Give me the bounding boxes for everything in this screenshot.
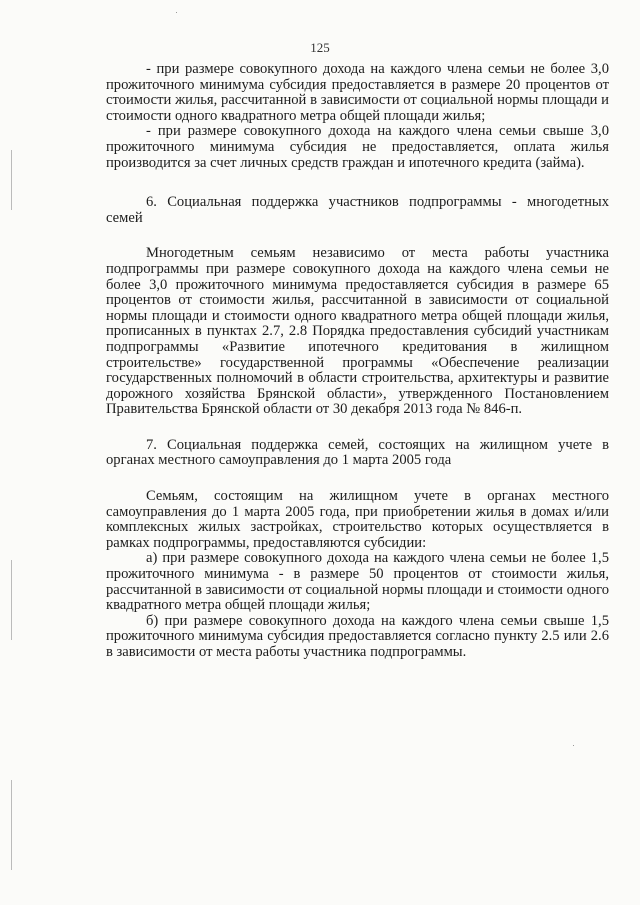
paragraph-income-over-3: - при размере совокупного дохода на каждого члена семьи свыше 3,0 прожиточного минимума субсидия не предоставляется, оплата жилья производится за счет личных средств граждан и ипотечного кредита (займа). [106, 123, 609, 171]
spacer [106, 226, 609, 246]
section-heading-7: 7. Социальная поддержка семей, состоящих на жилищном учете в органах местного самоуправления до 1 марта 2005 года [106, 436, 609, 469]
paragraph-subsidy-a: а) при размере совокупного дохода на каждого члена семьи не более 1,5 прожиточного минимума - в размере 50 процентов от стоимости жилья, рассчитанной в зависимости от социальной нормы площади и стоимости одного квадратного метра общей площади жилья; [106, 550, 609, 614]
paragraph-housing-registry-families: Семьям, состоящим на жилищном учете в органах местного самоуправления до 1 марта 2005 года, при приобретении жилья в домах и/или комплексных жилых застройках, строительство которых осуществляется в рамках подпрограммы, предоставляются субсидии: [106, 488, 609, 551]
paragraph-large-families: Многодетным семьям независимо от места работы участника подпрограммы при размере совокупного дохода на каждого члена семьи не более 3,0 прожиточного минимума предоставляется субсидия в размере 65 процентов от стоимости жилья, рассчитанной в зависимости от социальной нормы площади и стоимости одного квадратного метра общей площади жилья, прописанных в пунктах 2.7, 2.8 Порядка предоставления субсидий участникам подпрограммы «Развитие ипотечного кредитования в жилищном строительстве» государственной программы «Обеспечение реализации государственных полномочий в области строительства, архитектуры и развитие дорожного хозяйства Брянской области», утвержденного Постановлением Правительства Брянской области от 30 декабря 2013 года № 846-п. [106, 245, 609, 418]
scan-edge-mark [11, 560, 12, 640]
scan-speck [176, 12, 177, 13]
document-body [106, 62, 609, 661]
page-number: 125 [310, 40, 330, 55]
spacer [106, 418, 609, 438]
scan-edge-mark [11, 780, 12, 870]
spacer [106, 469, 609, 489]
paragraph-subsidy-b: б) при размере совокупного дохода на каждого члена семьи свыше 1,5 прожиточного минимума субсидия предоставляется согласно пункту 2.5 или 2.6 в зависимости от места работы участника подпрограммы. [106, 612, 609, 660]
paragraph-income-up-to-3: - при размере совокупного дохода на каждого члена семьи не более 3,0 прожиточного минимума субсидия предоставляется в размере 20 процентов от стоимости жилья, рассчитанной в зависимости от социальной нормы площади и стоимости одного квадратного метра общей площади жилья; [106, 61, 609, 124]
scan-speck [573, 745, 574, 746]
spacer [106, 171, 609, 195]
section-heading-6: 6. Социальная поддержка участников подпрограммы - многодетных семей [106, 194, 609, 226]
scan-edge-mark [11, 150, 12, 210]
